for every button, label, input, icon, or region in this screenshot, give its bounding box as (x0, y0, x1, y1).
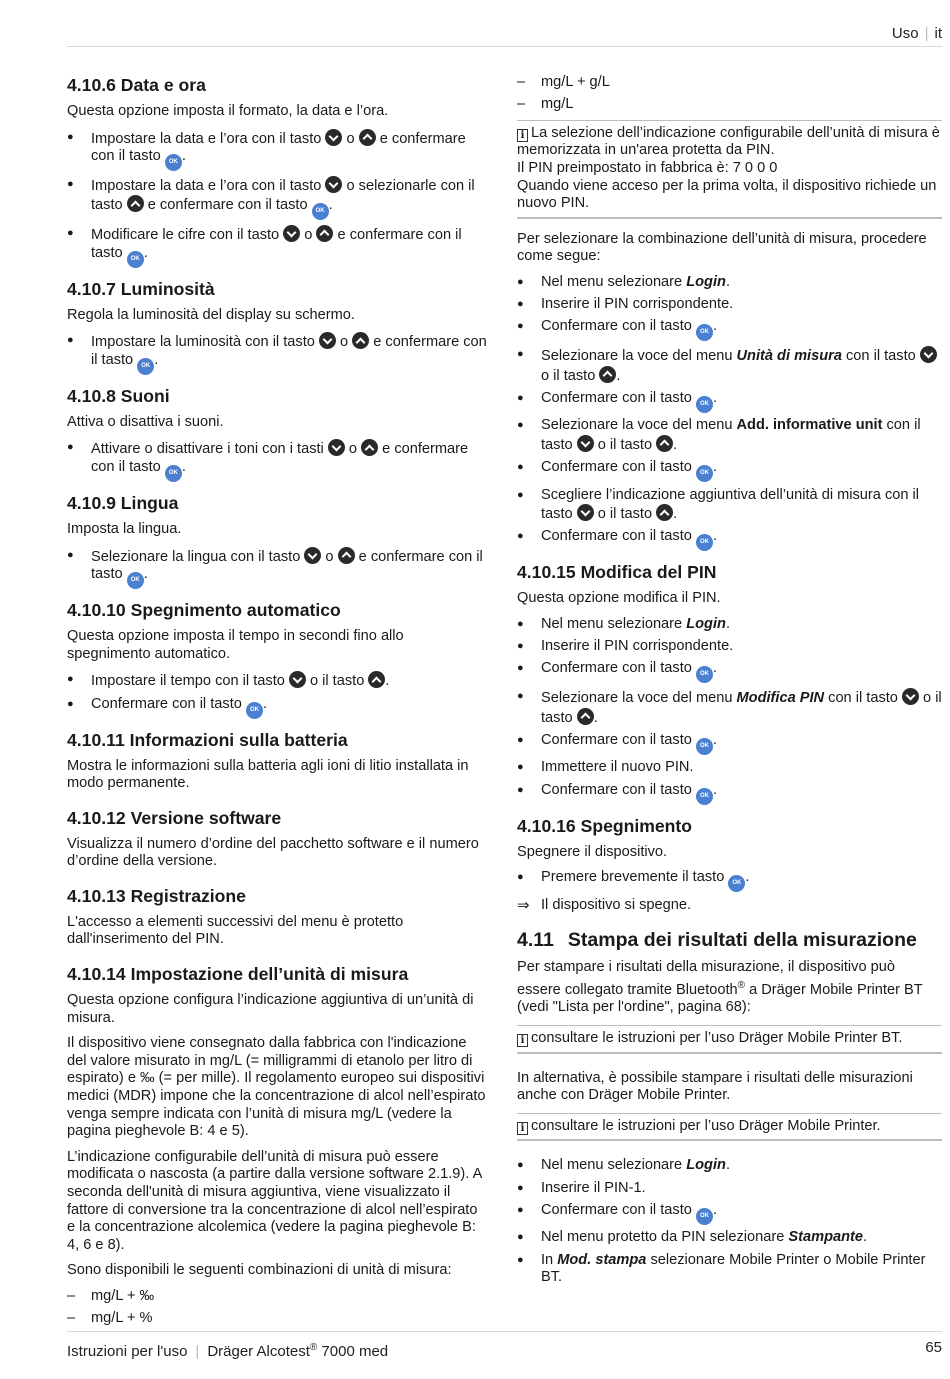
step-list (517, 869, 942, 914)
ok-key-icon: OK (696, 324, 713, 341)
page-footer (67, 1339, 942, 1361)
list-item: ● Inserire il PIN corrispondente. (517, 638, 942, 656)
section-title: 4.10.7 Luminosità (67, 278, 215, 299)
unit-list (67, 1288, 489, 1328)
header-language: it (934, 25, 942, 42)
list-item: ● Impostare la data e l’ora con il tasto o selezionarle con il tasto e confermare con il tasto OK . (67, 176, 489, 221)
list-item: ● Immettere il nuovo PIN. (517, 759, 942, 777)
down-key-icon (304, 547, 321, 564)
list-item: ● Confermare con il tasto OK . (517, 732, 942, 755)
info-icon: i (517, 129, 528, 142)
section-title: 4.10.6 Data e ora (67, 75, 206, 95)
ok-key-icon: OK (728, 875, 745, 892)
up-key-icon (656, 435, 673, 452)
ok-key-icon: OK (127, 572, 144, 589)
list-item: ● Impostare la luminosità con il tasto o e confermare con il tasto OK . (67, 332, 489, 375)
list-item: ● In Mod. stampa selezionare Mobile Printer o Mobile Printer BT. (517, 1252, 942, 1287)
step-list (67, 671, 489, 718)
step-list (517, 1157, 942, 1286)
step-list (67, 547, 489, 590)
result-item: ⇒ Il dispositivo si spegne. (517, 897, 942, 915)
list-item: ● Confermare con il tasto OK . (517, 528, 942, 551)
up-key-icon (599, 366, 616, 383)
list-item: ● Nel menu selezionare Login. (517, 274, 942, 292)
section-title: 4.10.14 Impostazione dell’unità di misura (67, 964, 409, 985)
ok-key-icon: OK (312, 203, 329, 220)
right-column (517, 74, 942, 1297)
section-title: 4.10.15 Modifica del PIN (517, 562, 717, 583)
footer-doc-type: Istruzioni per l'uso (67, 1343, 188, 1360)
list-item: ● Modificare le cifre con il tasto o e confermare con il tasto OK . (67, 225, 489, 268)
down-key-icon (920, 346, 937, 363)
info-note: i consultare le istruzioni per l’uso Dräger Mobile Printer BT. (517, 1025, 942, 1054)
up-key-icon (359, 129, 376, 146)
ok-key-icon: OK (696, 666, 713, 683)
section-title: 4.10.8 Suoni (67, 385, 170, 406)
list-item: ● Impostare il tempo con il tasto o il tasto . (67, 671, 489, 691)
section-intro: Questa opzione imposta il formato, la data e l’ora. (67, 103, 389, 119)
list-item: ● Confermare con il tasto OK . (517, 318, 942, 341)
page-number: 65 (925, 1339, 942, 1356)
ok-key-icon: OK (696, 738, 713, 755)
list-item: ● Nel menu selezionare Login. (517, 1157, 942, 1175)
info-note: i consultare le istruzioni per l’uso Dräger Mobile Printer. (517, 1113, 942, 1142)
footer-rule (67, 1331, 942, 1332)
step-list (67, 129, 489, 268)
ok-key-icon: OK (696, 465, 713, 482)
step-list (517, 616, 942, 805)
paragraph: Sono disponibili le seguenti combinazioni di unità di misura: (67, 1262, 452, 1279)
section-intro: Questa opzione modifica il PIN. (517, 590, 721, 607)
up-key-icon (656, 504, 673, 521)
ok-key-icon: OK (696, 1208, 713, 1225)
list-item: – mg/L + g/L (517, 74, 942, 92)
list-item: ● Nel menu protetto da PIN selezionare Stampante. (517, 1229, 942, 1247)
step-list (67, 332, 489, 375)
section-intro: Visualizza il numero d’ordine del pacchetto software e il numero d’ordine della versione. (67, 835, 479, 870)
left-column (67, 74, 489, 1334)
section-title: 4.10.12 Versione software (67, 807, 282, 828)
list-item: ● Confermare con il tasto OK . (67, 696, 489, 719)
list-item: ● Premere brevemente il tasto OK . (517, 869, 942, 892)
footer-separator: | (195, 1343, 200, 1360)
down-key-icon (325, 129, 342, 146)
section-title: 4.10.11 Informazioni sulla batteria (67, 729, 348, 750)
header-separator: | (924, 25, 929, 42)
chapter-title: 4.11 Stampa dei risultati della misurazione (517, 929, 917, 952)
step-list (517, 274, 942, 552)
list-item: ● Inserire il PIN-1. (517, 1180, 942, 1198)
ok-key-icon: OK (696, 396, 713, 413)
down-key-icon (325, 176, 342, 193)
section-title: 4.10.16 Spegnimento (517, 815, 693, 836)
section-title: 4.10.13 Registrazione (67, 885, 246, 906)
up-key-icon (361, 439, 378, 456)
list-item: ● Confermare con il tasto OK . (517, 660, 942, 683)
paragraph: Il dispositivo viene consegnato dalla fabbrica con l'indicazione del valore misurato in mg/L (= milligrammi di etanolo per litro di espirato) e ‰ (= per mille). Il regolamento europeo sui dispositivi medici (MDR) impone che la concentrazione di alcol nell’espirato venga sempre indicata con l’unità di misura mg/L (vedere la pagina pieghevole B: 4 e 5). (67, 1035, 486, 1140)
list-item: ● Selezionare la lingua con il tasto o e confermare con il tasto OK . (67, 547, 489, 590)
ok-key-icon: OK (127, 251, 144, 268)
list-item: ● Impostare la data e l’ora con il tasto o e confermare con il tasto OK . (67, 129, 489, 172)
ok-key-icon: OK (696, 788, 713, 805)
step-list (67, 439, 489, 482)
list-item: ● Confermare con il tasto OK . (517, 390, 942, 413)
paragraph: Per stampare i risultati della misurazione, il dispositivo può essere collegato tramite Bluetooth® a Dräger Mobile Printer BT (vedi "Lista per l'ordine", pagina 68): (517, 959, 923, 1016)
section-intro: Attiva o disattiva i suoni. (67, 413, 224, 430)
ok-key-icon: OK (696, 534, 713, 551)
section-intro: Mostra le informazioni sulla batteria agli ioni di litio installata in modo permanente. (67, 757, 469, 792)
paragraph: In alternativa, è possibile stampare i risultati delle misurazioni anche con Dräger Mobile Printer. (517, 1069, 913, 1104)
paragraph: L’indicazione configurabile dell’unità di misura può essere modificata o nascosta (a partire dalla versione software 2.1.9). A seconda dell'unità di misura aggiuntiva, viene visualizzato il fattore di conversione tra la concentrazione di alcol nell’espirato e la concentrazione alcolemica (vedere la pagina pieghevole B: 4, 6 e 8). (67, 1148, 482, 1253)
up-key-icon (127, 195, 144, 212)
unit-list-continued (517, 74, 942, 114)
up-key-icon (316, 225, 333, 242)
down-key-icon (328, 439, 345, 456)
info-icon: i (517, 1122, 528, 1135)
down-key-icon (577, 435, 594, 452)
section-title: 4.10.10 Spegnimento automatico (67, 600, 341, 621)
section-intro: Imposta la lingua. (67, 520, 182, 537)
list-item: ● Scegliere l’indicazione aggiuntiva dell’unità di misura con il tasto o il tasto . (517, 487, 942, 524)
list-item: ● Selezionare la voce del menu Unità di misura con il tasto o il tasto . (517, 346, 942, 385)
paragraph: Per selezionare la combinazione dell’unità di misura, procedere come segue: (517, 230, 927, 265)
up-key-icon (338, 547, 355, 564)
down-key-icon (289, 671, 306, 688)
list-item: – mg/L + ‰ (67, 1288, 489, 1306)
paragraph: Questa opzione configura l’indicazione aggiuntiva di un’unità di misura. (67, 992, 474, 1026)
list-item: ● Confermare con il tasto OK . (517, 1202, 942, 1225)
down-key-icon (902, 688, 919, 705)
section-intro: Questa opzione imposta il tempo in secondi fino allo spegnimento automatico. (67, 628, 404, 662)
ok-key-icon: OK (165, 154, 182, 171)
list-item: ● Selezionare la voce del menu Modifica PIN con il tasto o il tasto . (517, 688, 942, 727)
info-note: i La selezione dell’indicazione configurabile dell’unità di misura è memorizzata in un'area protetta da PIN. Il PIN preimpostato in fabbrica è: 7 0 0 0 Quando viene acceso per la prima volta, il dispositivo richiede un nuovo PIN. (517, 120, 942, 219)
footer-product: Dräger Alcotest® 7000 med (207, 1342, 389, 1360)
list-item: ● Nel menu selezionare Login. (517, 616, 942, 634)
list-item: ● Inserire il PIN corrispondente. (517, 296, 942, 314)
ok-key-icon: OK (137, 358, 154, 375)
down-key-icon (577, 504, 594, 521)
up-key-icon (368, 671, 385, 688)
list-item: – mg/L + % (67, 1310, 489, 1328)
ok-key-icon: OK (246, 702, 263, 719)
section-title: 4.10.9 Lingua (67, 492, 179, 513)
up-key-icon (352, 332, 369, 349)
page-header (892, 25, 942, 43)
ok-key-icon: OK (165, 465, 182, 482)
header-rule (67, 46, 942, 47)
list-item: – mg/L (517, 96, 942, 114)
info-icon: i (517, 1034, 528, 1047)
list-item: ● Confermare con il tasto OK . (517, 782, 942, 805)
up-key-icon (577, 708, 594, 725)
section-intro: Spegnere il dispositivo. (517, 843, 668, 860)
header-section: Uso (891, 25, 919, 42)
list-item: ● Attivare o disattivare i toni con i tasti o e confermare con il tasto OK . (67, 439, 489, 482)
list-item: ● Selezionare la voce del menu Add. informative unit con il tasto o il tasto . (517, 417, 942, 454)
down-key-icon (319, 332, 336, 349)
list-item: ● Confermare con il tasto OK . (517, 459, 942, 482)
section-intro: L'accesso a elementi successivi del menu è protetto dall'inserimento del PIN. (67, 913, 404, 948)
section-intro: Regola la luminosità del display su schermo. (67, 306, 355, 323)
down-key-icon (283, 225, 300, 242)
